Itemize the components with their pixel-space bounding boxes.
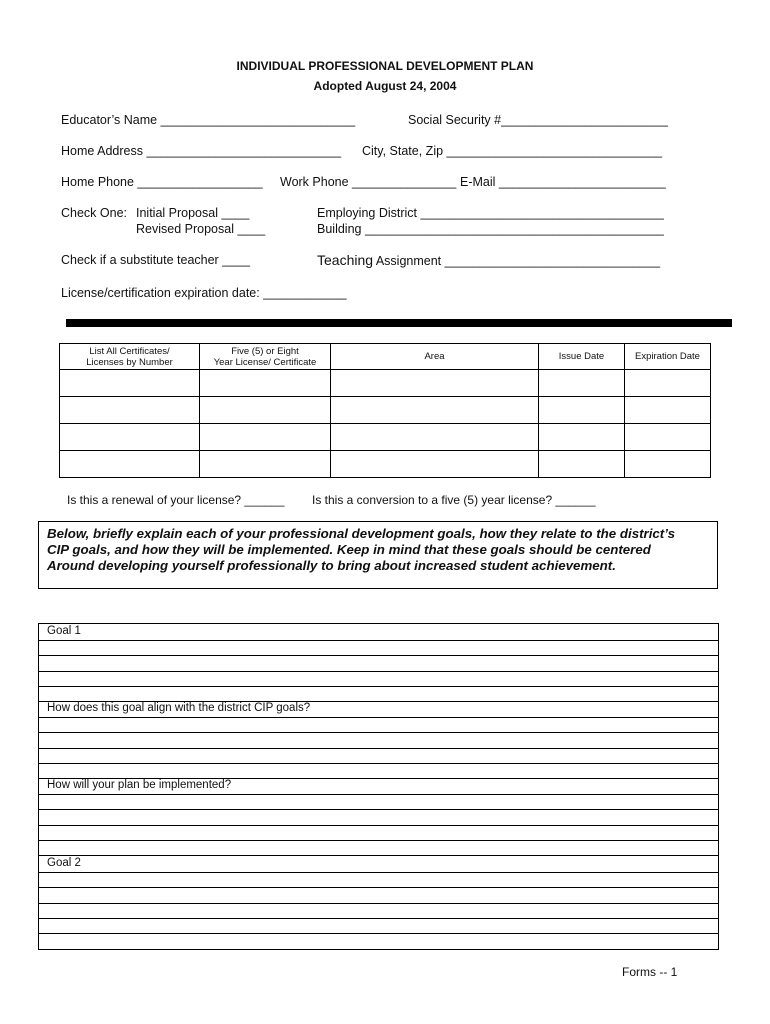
home-address-field[interactable]: Home Address ____________________________	[61, 144, 342, 158]
table-cell[interactable]	[625, 370, 711, 397]
goal-alignment-label: How does this goal align with the district CIP goals?	[47, 702, 311, 714]
table-cell[interactable]	[539, 424, 625, 451]
goal-2-label: Goal 2	[47, 857, 81, 869]
instructions-box	[38, 521, 718, 589]
table-cell[interactable]	[539, 397, 625, 424]
license-table	[59, 343, 711, 478]
table-cell[interactable]	[60, 370, 200, 397]
col-header-issue-date: Issue Date	[539, 344, 625, 370]
employing-district-field[interactable]: Employing District ___________________________________	[317, 206, 664, 220]
writing-line[interactable]	[39, 686, 718, 687]
table-cell[interactable]	[60, 424, 200, 451]
table-cell[interactable]	[539, 451, 625, 478]
assignment-label: Assignment _______________________________	[375, 254, 661, 268]
writing-line[interactable]	[39, 825, 718, 826]
col-header-license-type: Five (5) or Eight Year License/ Certificate	[200, 344, 331, 370]
implementation-label: How will your plan be implemented?	[47, 779, 232, 791]
table-cell[interactable]	[625, 451, 711, 478]
writing-line[interactable]	[39, 933, 718, 934]
table-row	[60, 370, 711, 397]
writing-line[interactable]	[39, 918, 718, 919]
table-cell[interactable]	[200, 424, 331, 451]
table-cell[interactable]	[331, 370, 539, 397]
table-cell[interactable]	[331, 424, 539, 451]
table-row	[60, 451, 711, 478]
license-expiration-field[interactable]: License/certification expiration date: ____________	[61, 286, 347, 300]
writing-line[interactable]	[39, 809, 718, 810]
ssn-field[interactable]: Social Security #________________________	[408, 113, 668, 127]
city-state-zip-field[interactable]: City, State, Zip _______________________________	[362, 144, 663, 158]
teaching-assignment-field[interactable]	[317, 252, 660, 268]
table-cell[interactable]	[200, 370, 331, 397]
instruction-line: Below, briefly explain each of your professional development goals, how they relate to the district’s	[47, 526, 676, 541]
conversion-question[interactable]: Is this a conversion to a five (5) year license? ______	[312, 493, 596, 507]
license-table-header-row	[60, 344, 711, 370]
writing-line[interactable]	[39, 763, 718, 764]
writing-line[interactable]	[39, 655, 718, 656]
table-cell[interactable]	[60, 397, 200, 424]
table-cell[interactable]	[625, 424, 711, 451]
writing-line[interactable]	[39, 717, 718, 718]
table-cell[interactable]	[331, 397, 539, 424]
substitute-teacher-check[interactable]: Check if a substitute teacher ____	[61, 253, 251, 267]
table-cell[interactable]	[60, 451, 200, 478]
col-header-expiration-date: Expiration Date	[625, 344, 711, 370]
table-cell[interactable]	[200, 451, 331, 478]
renewal-question[interactable]: Is this a renewal of your license? ______	[67, 493, 285, 507]
revised-proposal-check[interactable]: Revised Proposal ____	[136, 222, 266, 236]
table-cell[interactable]	[200, 397, 331, 424]
building-field[interactable]: Building ___________________________________________	[317, 222, 664, 236]
writing-line[interactable]	[39, 794, 718, 795]
section-divider	[66, 319, 732, 327]
teaching-label: Teaching	[317, 252, 374, 268]
writing-line[interactable]	[39, 903, 718, 904]
writing-line[interactable]	[39, 640, 718, 641]
table-cell[interactable]	[539, 370, 625, 397]
table-row	[60, 424, 711, 451]
goals-section	[38, 623, 719, 950]
writing-line[interactable]	[39, 840, 718, 841]
writing-line[interactable]	[39, 748, 718, 749]
col-header-area: Area	[331, 344, 539, 370]
check-one-label: Check One:	[61, 206, 128, 220]
page-number: Forms -- 1	[622, 965, 678, 979]
writing-line[interactable]	[39, 671, 718, 672]
instruction-line: Around developing yourself professionally to bring about increased student achievement.	[47, 558, 616, 573]
writing-line[interactable]	[39, 887, 718, 888]
initial-proposal-check[interactable]: Initial Proposal ____	[136, 206, 250, 220]
writing-line[interactable]	[39, 732, 718, 733]
writing-line[interactable]	[39, 872, 718, 873]
writing-line[interactable]	[39, 855, 718, 856]
home-phone-field[interactable]: Home Phone __________________	[61, 175, 263, 189]
work-phone-field[interactable]: Work Phone _______________	[280, 175, 457, 189]
form-title: INDIVIDUAL PROFESSIONAL DEVELOPMENT PLAN	[236, 59, 534, 73]
table-row	[60, 397, 711, 424]
educator-name-field[interactable]: Educator’s Name ____________________________	[61, 113, 356, 127]
instruction-line: CIP goals, and how they will be implemented. Keep in mind that these goals should be centered	[47, 542, 651, 557]
form-subtitle: Adopted August 24, 2004	[313, 79, 457, 93]
col-header-certificates: List All Certificates/ Licenses by Number	[60, 344, 200, 370]
table-cell[interactable]	[331, 451, 539, 478]
email-field[interactable]: E-Mail ________________________	[460, 175, 666, 189]
goal-1-label: Goal 1	[47, 625, 81, 637]
table-cell[interactable]	[625, 397, 711, 424]
